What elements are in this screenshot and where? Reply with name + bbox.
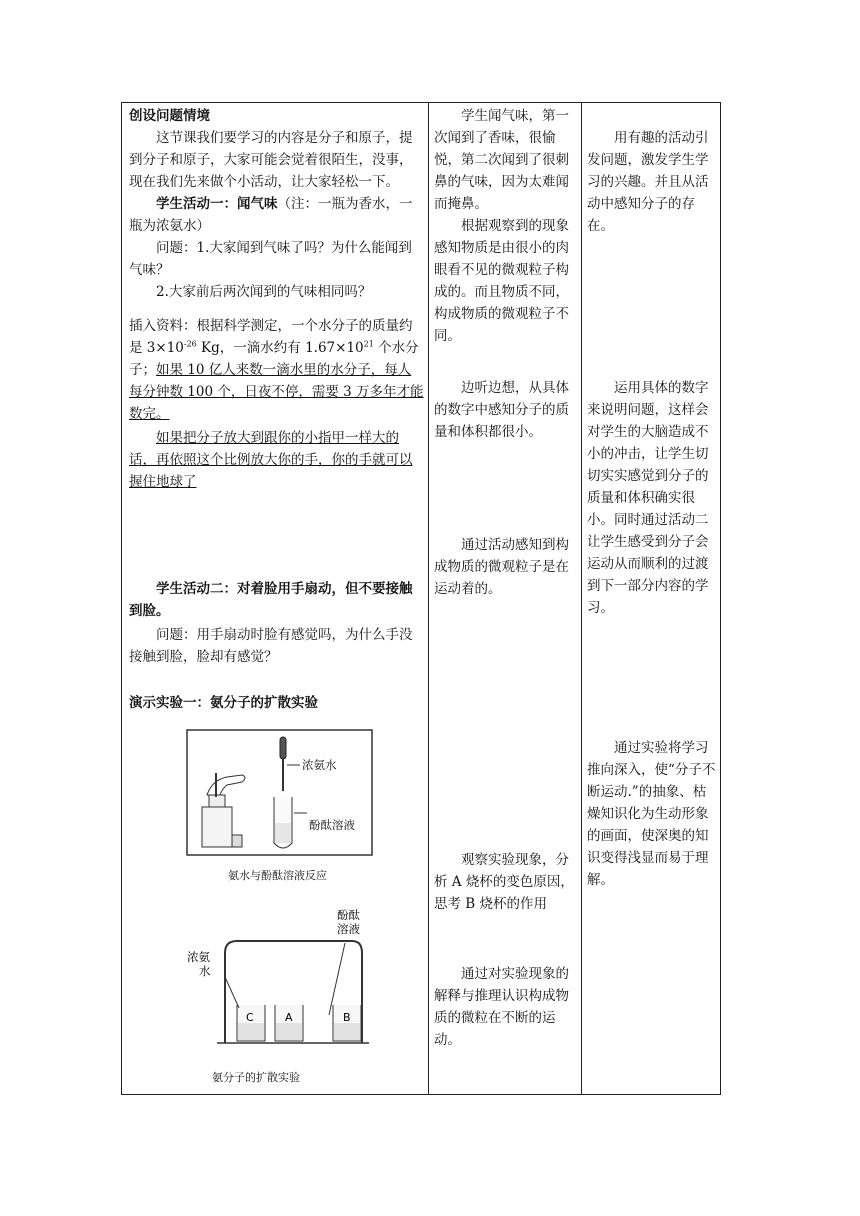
- data-text-a: 插入资料：根据科学测定，一个水分子的质量约是 3×10: [129, 318, 413, 356]
- student-p3: 边听边想，从具体的数字中感知分子的质量和体积都很小。: [434, 380, 569, 440]
- fig2-label-phenol-1: 酚酞: [337, 908, 360, 922]
- lesson-plan-table: [121, 102, 721, 1095]
- diffusion-experiment-figure: [177, 903, 387, 1053]
- demo-title: 演示实验一：氨分子的扩散实验: [129, 695, 318, 711]
- intent-p1: 用有趣的活动引发问题，激发学生学习的兴趣。并且从活动中感知分子的存在。: [587, 130, 709, 234]
- fig2-label-ammonia-2: 水: [199, 964, 211, 978]
- spacer: [129, 303, 424, 315]
- fig2-label-ammonia-1: 浓氨: [187, 950, 210, 964]
- question-1: 问题：1.大家闻到气味了吗？为什么能闻到气味？: [129, 240, 412, 278]
- intent-p2: 运用具体的数字来说明问题，这样会对学生的大脑造成不小的冲击，让学生切切实实感觉到分子的质量和体积确实很小。同时通过活动二让学生感受到分子会运动从而顺利的过渡到下一部分内容的学习。: [587, 380, 709, 616]
- question-3: 问题：用手扇动时脸有感觉吗，为什么手没接触到脸，脸却有感觉？: [129, 627, 413, 665]
- ammonia-phenolphthalein-figure: [182, 725, 382, 865]
- teacher-activity-column: [129, 105, 424, 493]
- beaker-a-label: A: [285, 1011, 293, 1024]
- fig1-caption: 氨水与酚酞溶液反应: [228, 869, 327, 882]
- data-paragraph: [129, 315, 424, 425]
- student-p2: 根据观察到的现象感知物质是由很小的肉眼看不见的微观粒子构成的。而且物质不同，构成物质的微观粒子不同。: [434, 218, 569, 344]
- intro-paragraph: 这节课我们要学习的内容是分子和原子，提到分子和原子，大家可能会觉着很陌生，没事，现在我们先来做个小活动，让大家轻松一下。: [129, 130, 413, 190]
- activity2-title: 学生活动二：对着脸用手扇动，但不要接触到脸。: [129, 581, 413, 619]
- data-text-c: 个水分子；: [129, 340, 419, 378]
- data-text-b: Kg，一滴水约有 1.67×10: [196, 340, 364, 356]
- beaker-b-label: B: [343, 1011, 351, 1024]
- section-heading: 创设问题情境: [129, 108, 210, 124]
- activity1-title: 学生活动一：闻气味: [156, 196, 278, 212]
- data-exponent-2: 21: [363, 339, 374, 349]
- column-divider: [581, 103, 582, 1094]
- data-exponent-1: -26: [183, 339, 197, 349]
- activity1-paragraph: [129, 193, 424, 237]
- activity1-note: （注：一瓶为香水，一瓶为浓氨水）: [129, 196, 413, 234]
- beaker-c-label: C: [246, 1011, 254, 1024]
- intent-p3: 通过实验将学习推向深入，使“分子不断运动.”的抽象、枯燥知识化为生动形象的画面，使深奥的知识变得浅显而易于理解。: [587, 740, 716, 888]
- fig1-label-phenol: 酚酞溶液: [309, 818, 355, 832]
- student-p5: 观察实验现象，分析 A 烧杯的变色原因，思考 B 烧杯的作用: [434, 852, 574, 912]
- fig2-caption: 氨分子的扩散实验: [212, 1071, 300, 1084]
- data-underlined: 如果 10 亿人来数一滴水里的水分子，每人每分钟数 100 个，日夜不停，需要 3 万多年才能数完。: [129, 362, 424, 422]
- student-p4: 通过活动感知到构成物质的微观粒子是在运动着的。: [434, 537, 569, 597]
- zoom-paragraph: 如果把分子放大到跟你的小指甲一样大的话，再依照这个比例放大你的手，你的手就可以握住地球了: [129, 430, 413, 490]
- fig2-label-phenol-2: 溶液: [337, 922, 360, 936]
- activity2-paragraph: [129, 578, 424, 622]
- question-2: 2.大家前后两次闻到的气味相同吗？: [156, 284, 372, 300]
- fig1-label-ammonia: 浓氨水: [302, 758, 337, 772]
- student-p1: 学生闻气味，第一次闻到了香味，很愉悦，第二次闻到了很刺鼻的气味，因为太难闻而掩鼻。: [434, 108, 569, 212]
- student-p6: 通过对实验现象的解释与推理认识构成物质的微粒在不断的运动。: [434, 966, 569, 1048]
- column-divider: [428, 103, 429, 1094]
